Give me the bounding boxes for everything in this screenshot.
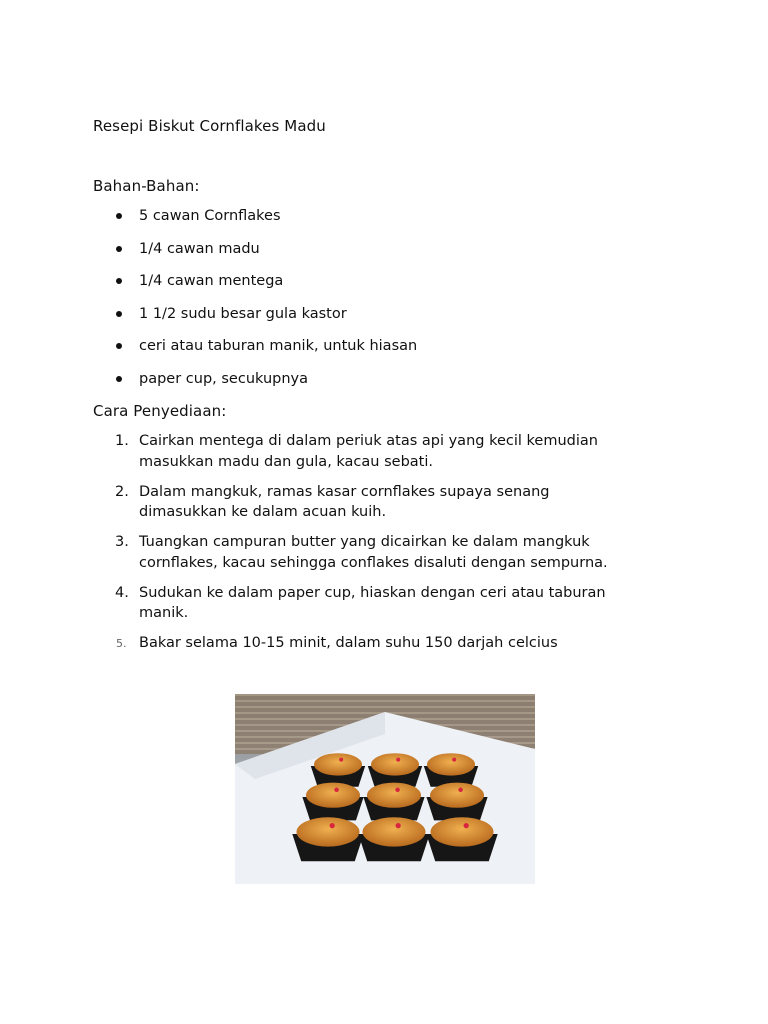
list-item	[0, 532, 660, 573]
step-text-line: Cairkan mentega di dalam periuk atas api yang kecil kemudian	[139, 433, 598, 449]
ingredient-text: 1/4 cawan madu	[139, 240, 260, 257]
ingredient-text: paper cup, secukupnya	[139, 370, 309, 387]
photo-illustration	[235, 694, 535, 884]
sprinkle	[396, 823, 401, 828]
cornflake-cookie	[306, 783, 360, 808]
list-item	[0, 369, 417, 402]
ingredient-text: ceri atau taburan manik, untuk hiasan	[139, 338, 418, 355]
step-number: 5.	[116, 637, 127, 650]
list-item	[0, 206, 417, 239]
ingredient-text: 1/4 cawan mentega	[139, 273, 284, 290]
sprinkle	[396, 758, 400, 762]
cornflake-cookie	[430, 783, 484, 808]
bullet-icon	[116, 278, 122, 284]
cornflake-cookie	[427, 753, 475, 775]
sprinkle	[395, 788, 400, 793]
bullet-icon	[116, 311, 122, 317]
step-text-line: cornflakes, kacau sehingga conflakes disaluti dengan sempurna.	[139, 554, 608, 571]
sprinkle	[464, 823, 469, 828]
cornflake-cookie	[363, 817, 426, 846]
ingredients-list	[0, 206, 417, 402]
bullet-icon	[116, 246, 122, 252]
sprinkle	[334, 788, 339, 793]
sprinkle	[339, 758, 343, 762]
step-text-line: Bakar selama 10-15 minit, dalam suhu 150 darjah celcius	[139, 635, 558, 651]
sprinkle	[458, 788, 463, 793]
list-item	[0, 633, 660, 654]
list-item	[0, 271, 417, 304]
list-item	[0, 239, 417, 272]
bullet-icon	[116, 343, 122, 349]
step-text-line: manik.	[139, 605, 189, 621]
bullet-icon	[116, 213, 122, 219]
step-text-line: masukkan madu dan gula, kacau sebati.	[139, 453, 433, 470]
step-number: 3.	[115, 534, 129, 550]
cornflake-cookie	[314, 753, 362, 775]
list-item	[0, 583, 660, 624]
cornflake-cookie	[371, 753, 419, 775]
recipe-title: Resepi Biskut Cornflakes Madu	[93, 117, 326, 135]
sprinkle	[330, 823, 335, 828]
step-text-line: Sudukan ke dalam paper cup, hiaskan dengan ceri atau taburan	[139, 584, 606, 601]
cornflake-cookie	[431, 817, 494, 846]
step-text-line: Tuangkan campuran butter yang dicairkan ke dalam mangkuk	[139, 534, 590, 550]
list-item	[0, 482, 660, 523]
list-item	[0, 431, 660, 472]
cornflake-cookie	[367, 783, 421, 808]
list-item	[0, 336, 417, 369]
cornflake-cookie	[297, 817, 360, 846]
list-item	[0, 304, 417, 337]
step-number: 2.	[115, 483, 129, 500]
ingredients-heading: Bahan-Bahan:	[93, 177, 200, 195]
step-number: 1.	[115, 433, 129, 449]
step-text-line: Dalam mangkuk, ramas kasar cornflakes supaya senang	[139, 483, 550, 500]
sprinkle	[452, 758, 456, 762]
method-heading: Cara Penyediaan:	[93, 402, 227, 420]
step-number: 4.	[115, 584, 129, 601]
step-text-line: dimasukkan ke dalam acuan kuih.	[139, 504, 387, 520]
cornflake-cookies-photo	[235, 694, 535, 884]
bullet-icon	[116, 376, 122, 382]
ingredient-text: 1 1/2 sudu besar gula kastor	[139, 305, 347, 322]
ingredient-text: 5 cawan Cornflakes	[139, 208, 281, 224]
method-steps-list	[0, 431, 660, 663]
